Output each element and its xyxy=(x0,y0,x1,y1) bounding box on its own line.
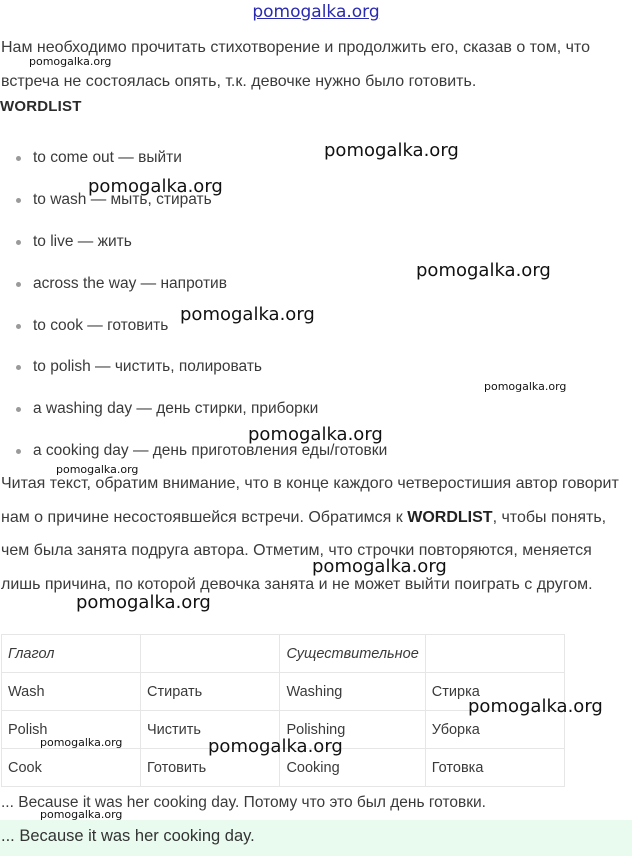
watermark: pomogalka.org xyxy=(40,736,123,749)
watermark: pomogalka.org xyxy=(180,304,315,325)
table-header-row xyxy=(2,635,565,673)
list-item-text: to polish — чистить, полировать xyxy=(33,358,263,376)
table-header-cell: Существительное xyxy=(280,635,425,673)
bullet-icon xyxy=(16,449,21,454)
list-item-text: to cook — готовить xyxy=(33,316,169,334)
bullet-icon xyxy=(16,240,21,245)
watermark: pomogalka.org xyxy=(29,55,112,68)
list-item-text: a washing day — день стирки, приборки xyxy=(33,400,319,418)
table-cell: Готовка xyxy=(425,749,564,787)
table-header-cell xyxy=(141,635,280,673)
paragraph-text: Читая текст, обратим внимание, что в конце каждого четверостишия автор говорит нам о причине несостоявшейся встречи. Обратимся к xyxy=(1,475,619,526)
list-item-text: to wash — мыть, стирать xyxy=(33,190,212,208)
list-item-text: a cooking day — день приготовления еды/готовки xyxy=(33,442,388,460)
list-item-text: to come out — выйти xyxy=(33,149,182,166)
table-cell: Washing xyxy=(280,673,425,711)
watermark: pomogalka.org xyxy=(248,424,383,445)
watermark: pomogalka.org xyxy=(40,808,123,821)
paragraph-text: , чтобы понять, чем была занята подруга автора. Отметим, что строчки повторяются, меняется лишь причина, по которой девочка занята и не может выйти поиграть с другом. xyxy=(1,508,607,593)
table-header-cell xyxy=(425,635,564,673)
wordlist-heading: WORDLIST xyxy=(0,98,82,115)
table-cell: Polishing xyxy=(280,711,425,749)
table-cell: Чистить xyxy=(141,711,280,749)
table-cell: Wash xyxy=(2,673,141,711)
watermark: pomogalka.org xyxy=(416,260,551,281)
bullet-icon xyxy=(16,156,21,161)
explanation-paragraph xyxy=(1,467,631,601)
table-cell: Стирка xyxy=(425,673,564,711)
table-cell: Уборка xyxy=(425,711,564,749)
table-cell: Стирать xyxy=(141,673,280,711)
table-cell: Cook xyxy=(2,749,141,787)
table-cell: Polish xyxy=(2,711,141,749)
watermark: pomogalka.org xyxy=(56,463,139,476)
bullet-icon xyxy=(16,365,21,370)
bullet-icon xyxy=(16,198,21,203)
watermark: pomogalka.org xyxy=(484,380,567,393)
table-header-cell: Глагол xyxy=(2,635,141,673)
bullet-icon xyxy=(16,324,21,329)
watermark: pomogalka.org xyxy=(312,556,447,577)
paragraph-bold-term: WORDLIST xyxy=(407,508,493,526)
table-cell: Готовить xyxy=(141,749,280,787)
watermark: pomogalka.org xyxy=(208,736,343,757)
bullet-icon xyxy=(16,407,21,412)
intro-text: Нам необходимо прочитать стихотворение и продолжить его, сказав о том, что встреча не состоялась опять, т.к. девочке нужно было готовить. xyxy=(1,39,590,90)
list-item-text: across the way — напротив xyxy=(33,274,227,292)
site-header-link[interactable]: pomogalka.org xyxy=(252,2,380,22)
watermark: pomogalka.org xyxy=(468,696,603,717)
table-cell: Cooking xyxy=(280,749,425,787)
list-item xyxy=(16,309,616,351)
watermark: pomogalka.org xyxy=(324,140,459,161)
answer-line: ... Because it was her cooking day. Потому что это был день готовки. xyxy=(1,794,486,811)
list-item-text: to live — жить xyxy=(33,232,132,250)
watermark: pomogalka.org xyxy=(88,176,223,197)
bullet-icon xyxy=(16,282,21,287)
answer-box-text: ... Because it was her cooking day. xyxy=(1,827,255,845)
watermark: pomogalka.org xyxy=(76,592,211,613)
